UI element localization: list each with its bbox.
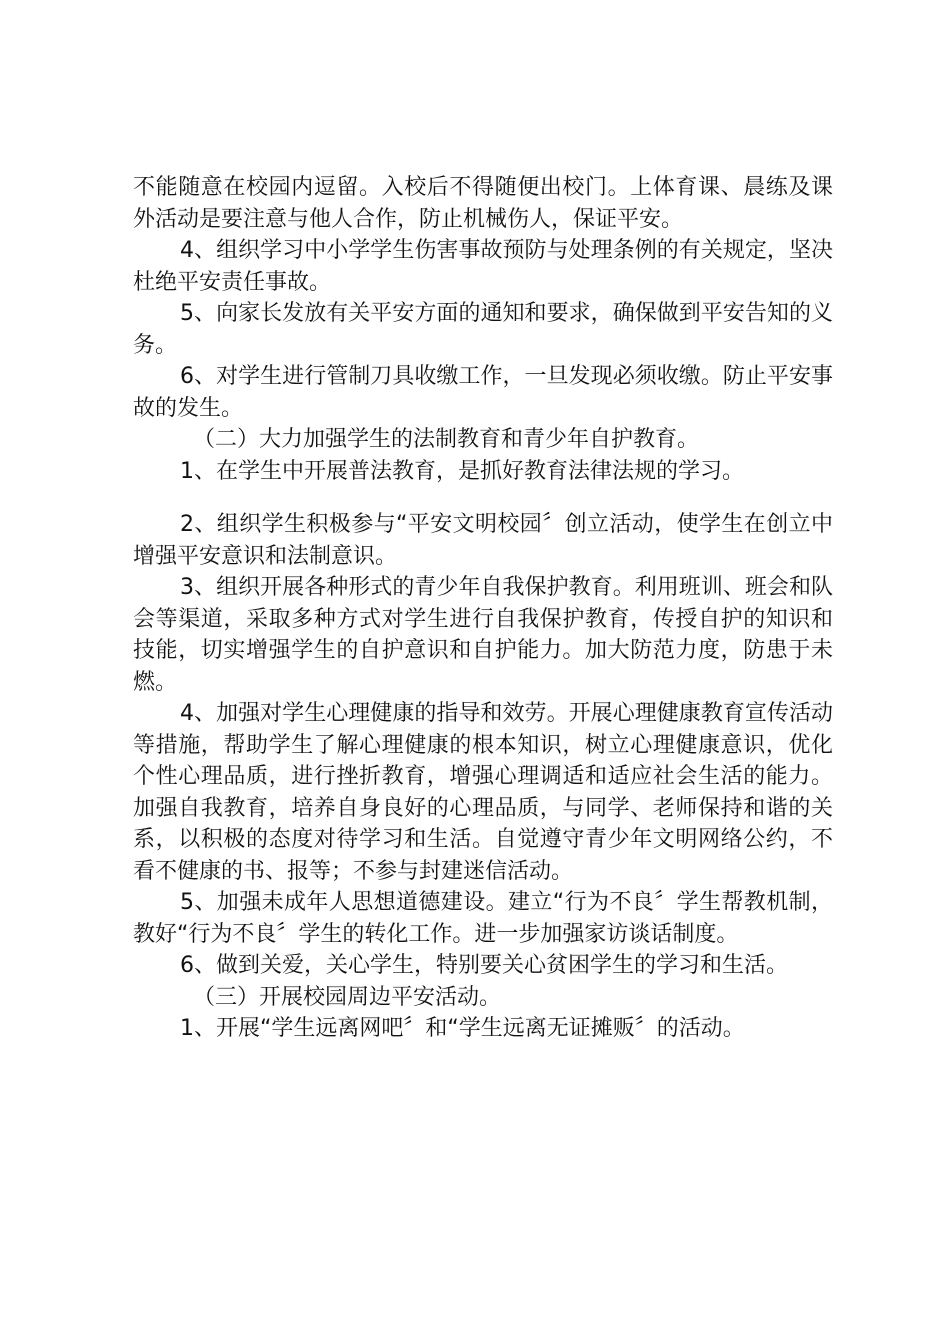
paragraph-item-1-campus: 1、开展“学生远离网吧〞和“学生远离无证摊贩〞的活动。 — [180, 1016, 745, 1041]
paragraph-item-4-psychology: 4、加强对学生心理健康的指导和效劳。开展心理健康教育宣传活动等措施，帮助学生了解心理健康的根本知识，树立心理健康意识，优化个性心理品质，进行挫折教育，增强心理调适和适应社会生活的能力。加强自我教育，培养自身良好的心理品质，与同学、老师保持和谐的关系，以积极的态度对待学习和生活。自觉遵守青少年文明网络公约，不看不健康的书、报等；不参与封建迷信活动。 — [133, 701, 833, 884]
paragraph-item-5-moral: 5、加强未成年人思想道德建设。建立“行为不良〞学生帮教机制，教好“行为不良〞学生的转化工作。进一步加强家访谈话制度。 — [133, 890, 833, 947]
paragraph-item-1: 1、在学生中开展普法教育，是抓好教育法律法规的学习。 — [180, 458, 744, 484]
paragraph-continuation: 不能随意在校园内逗留。入校后不得随便出校门。上体育课、晨练及课外活动是要注意与他人合作，防止机械伤人，保证平安。 — [133, 175, 833, 232]
section-heading-3: （三）开展校园周边平安活动。 — [193, 984, 502, 1010]
paragraph-item-6: 6、对学生进行管制刀具收缴工作，一旦发现必须收缴。防止平安事故的发生。 — [133, 364, 833, 421]
paragraph-item-4: 4、组织学习中小学学生伤害事故预防与处理条例的有关规定，坚决杜绝平安责任事故。 — [133, 238, 833, 295]
paragraph-item-5: 5、向家长发放有关平安方面的通知和要求，确保做到平安告知的义务。 — [133, 301, 833, 358]
paragraph-item-3: 3、组织开展各种形式的青少年自我保护教育。利用班训、班会和队会等渠道，采取多种方式对学生进行自我保护教育，传授自护的知识和技能，切实增强学生的自护意识和自护能力。加大防范力度，防患于未燃。 — [133, 575, 833, 695]
section-heading-2: （二）大力加强学生的法制教育和青少年自护教育。 — [193, 427, 700, 452]
document-body — [133, 172, 833, 1045]
paragraph-item-6-care: 6、做到关爱，关心学生，特别要关心贫困学生的学习和生活。 — [180, 953, 788, 978]
paragraph-item-2: 2、组织学生积极参与“平安文明校园〞创立活动，使学生在创立中增强平安意识和法制意识。 — [133, 512, 833, 569]
